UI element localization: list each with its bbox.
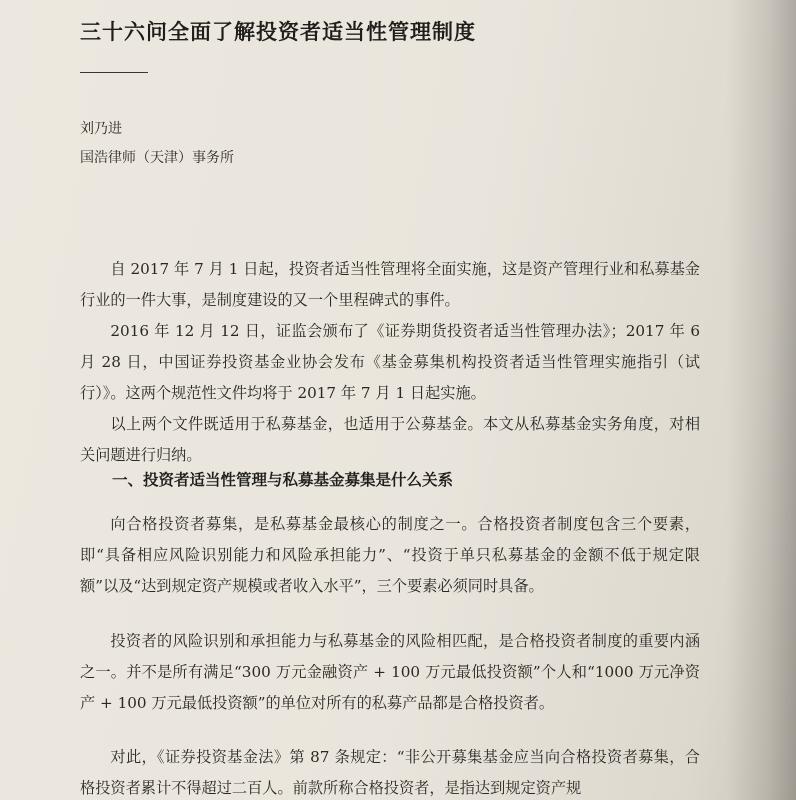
paragraph-3: 以上两个文件既适用于私募基金，也适用于公募基金。本文从私募基金实务角度，对相关问题进行归纳。 [80,415,700,464]
title-underline [80,72,148,73]
paragraph-1: 自 2017 年 7 月 1 日起，投资者适当性管理将全面实施，这是资产管理行业和私募基金行业的一件大事，是制度建设的又一个里程碑式的事件。 [80,260,700,309]
article-title: 三十六问全面了解投资者适当性管理制度 [80,20,476,44]
paragraph-2: 2016 年 12 月 12 日，证监会颁布了《证券期货投资者适当性管理办法》；2017 年 6 月 28 日，中国证券投资基金业协会发布《基金募集机构投资者适当性管理实施指引（试行）》。这两个规范性文件均将于 2017 年 7 月 1 日起实施。 [80,322,700,402]
author-name: 刘乃进 [80,121,122,137]
paragraph-5: 投资者的风险识别和承担能力与私募基金的风险相匹配，是合格投资者制度的重要内涵之一。并不是所有满足“300 万元金融资产 + 100 万元最低投资额”个人和“1000 万元净资产 + 100 万元最低投资额”的单位对所有的私募产品都是合格投资者。 [80,632,700,712]
author-affiliation: 国浩律师（天津）事务所 [80,150,234,166]
paragraph-4: 向合格投资者募集，是私募基金最核心的制度之一。合格投资者制度包含三个要素，即“具备相应风险识别能力和风险承担能力”、“投资于单只私募基金的金额不低于规定限额”以及“达到规定资产规模或者收入水平”，三个要素必须同时具备。 [80,515,700,595]
section-heading-1: 一、投资者适当性管理与私募基金募集是什么关系 [112,471,454,489]
paragraph-6: 对此，《证券投资基金法》第 87 条规定：“非公开募集基金应当向合格投资者募集，合格投资者累计不得超过二百人。前款所称合格投资者，是指达到规定资产规 [80,748,700,797]
page-curl-shadow [726,0,796,800]
